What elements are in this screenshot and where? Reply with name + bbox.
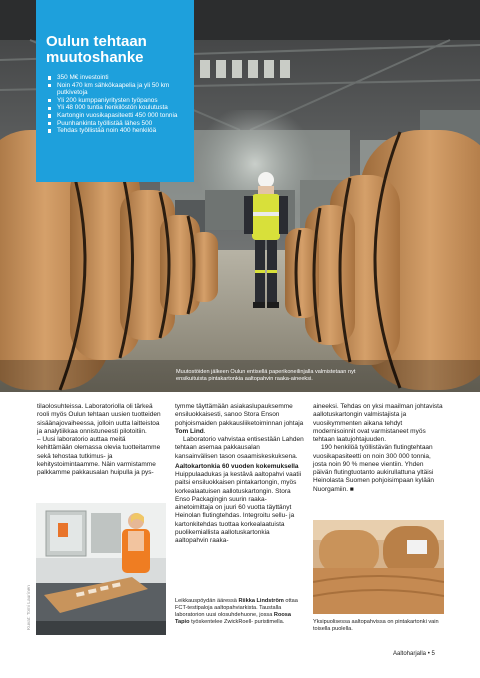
- person-name: Roosa Tapio: [175, 612, 292, 625]
- project-facts-box: [36, 0, 194, 182]
- fact-item: Yli 48 000 tuntia henkilöstön koulutusta: [48, 104, 192, 112]
- rolls-photo-caption: Yksipuolisessa aaltopahvissa on pintakartonki vain toisella puolella.: [313, 619, 439, 632]
- section-heading: Aaltokartonkia 60 vuoden kokemuksella: [175, 462, 299, 470]
- footer-separator: •: [427, 651, 430, 657]
- end-mark: ■: [349, 485, 354, 493]
- fact-item: Tehdas työllistää noin 400 henkilöä: [48, 127, 192, 135]
- hero-photo-caption: Muutostöiden jälkeen Oulun entisellä paperikoneilinjalla valmistetaan nyt ensikuituista pintakartonkia aaltopahvin raaka-aineeksi.: [176, 369, 356, 382]
- article-paragraph: tilaolosuhteissa. Laboratoriolla oli tärkeä rooli myös Oulun tehtaan uusien tuotteiden sisäänajovaiheessa, jolloin uutta laitteistoa ja analytiikkaa onnistuneesti pilotoitiin.: [37, 403, 161, 435]
- article-paragraph: Laboratorio vahvistaa entisestään Lahden tehtaan asemaa pakkausalan kansainvälisen tason osaamiskeskuksena.: [175, 436, 304, 460]
- fact-item: Yli 200 kumppaniyritysten työpanos: [48, 97, 192, 105]
- fact-item: 350 M€ investointi: [48, 74, 192, 82]
- article-column-1: [37, 403, 161, 477]
- facts-list: [48, 74, 192, 135]
- person-name: Riikka Lindström: [238, 598, 284, 604]
- fact-item: Puunhankinta työllistää lähes 500: [48, 120, 192, 128]
- article-paragraph: tymme täyttämään asiakaslupauksemme ensiluokkaisesti, sanoo Stora Enson pohjoismaiden pakkausliiketoiminnan johtaja Tom Lind.: [175, 403, 304, 435]
- article-paragraph: 190 henkilöä työllistävän flutingtehtaan vuosikapasiteetti on noin 300 000 tonnia, josta noin 90 % menee vientiin. Yhden päivän flutingtuotanto aukirullattuna yltäisi Heinolasta Suomen pohjoisimpaan kylään Nuorgamiin. ■: [313, 444, 435, 493]
- facts-title: Oulun tehtaan muutoshanke: [46, 33, 147, 66]
- article-paragraph: aineeksi. Tehdas on yksi maailman johtavista aallotuskartongin valmistajista ja vuosikymmenten aikana tehdyt modernisoinnit ovat varmistaneet myös tehtaan laatujohtajuuden.: [313, 403, 443, 443]
- person-name: Tom Lind: [175, 427, 204, 435]
- page-number: 5: [431, 651, 435, 657]
- photo-credit: Kuvat: Tomi Laurinen: [27, 585, 32, 630]
- page-footer: [393, 651, 435, 657]
- fact-item: Kartongin vuosikapasiteetti 450 000 tonnia: [48, 112, 192, 120]
- article-column-2: [175, 403, 304, 545]
- lab-photo-caption: Leikkauspöydän ääressä Riikka Lindström ottaa FCT-testipaloja aaltopahviarkista. Taustalla laboratorion uusi olosuhdehuone, jossa Roosa Tapio työskentelee ZwickRoell- puristimella.: [175, 598, 298, 625]
- fact-item: Noin 470 km sähkökaapelia ja yli 50 km putkivetoja: [48, 82, 192, 97]
- publication-name: Aaltoharjalla: [393, 651, 427, 657]
- cardboard-rolls-photo: [313, 520, 444, 614]
- article-paragraph: – Uusi laboratorio auttaa meitä kehittämään olemassa olevia tuotteitamme sekä tehostaa tutkimus- ja kehitystoimintaamme. Näin varmistamme palkkamme pakkausalan huipulla ja pys-: [37, 436, 161, 476]
- laboratory-photo: [36, 503, 166, 635]
- article-column-3: [313, 403, 443, 494]
- article-paragraph: Huippulaadukas ja kestävä aaltopahvi vaatii paitsi ensiluokkaisen pintakartongin, myös korkealaatuisen aallotuskartongin. Stora Enso Packagingin suurin raaka-ainetoimittaja on juuri 60 vuotta täyttänyt Heinolan flutingtehdas. Integroitu sellu- ja kartonkitehdas tuottaa korkealaatuista puolikemiallista aallotuskartonkia aaltopahvin raaka-: [175, 471, 302, 544]
